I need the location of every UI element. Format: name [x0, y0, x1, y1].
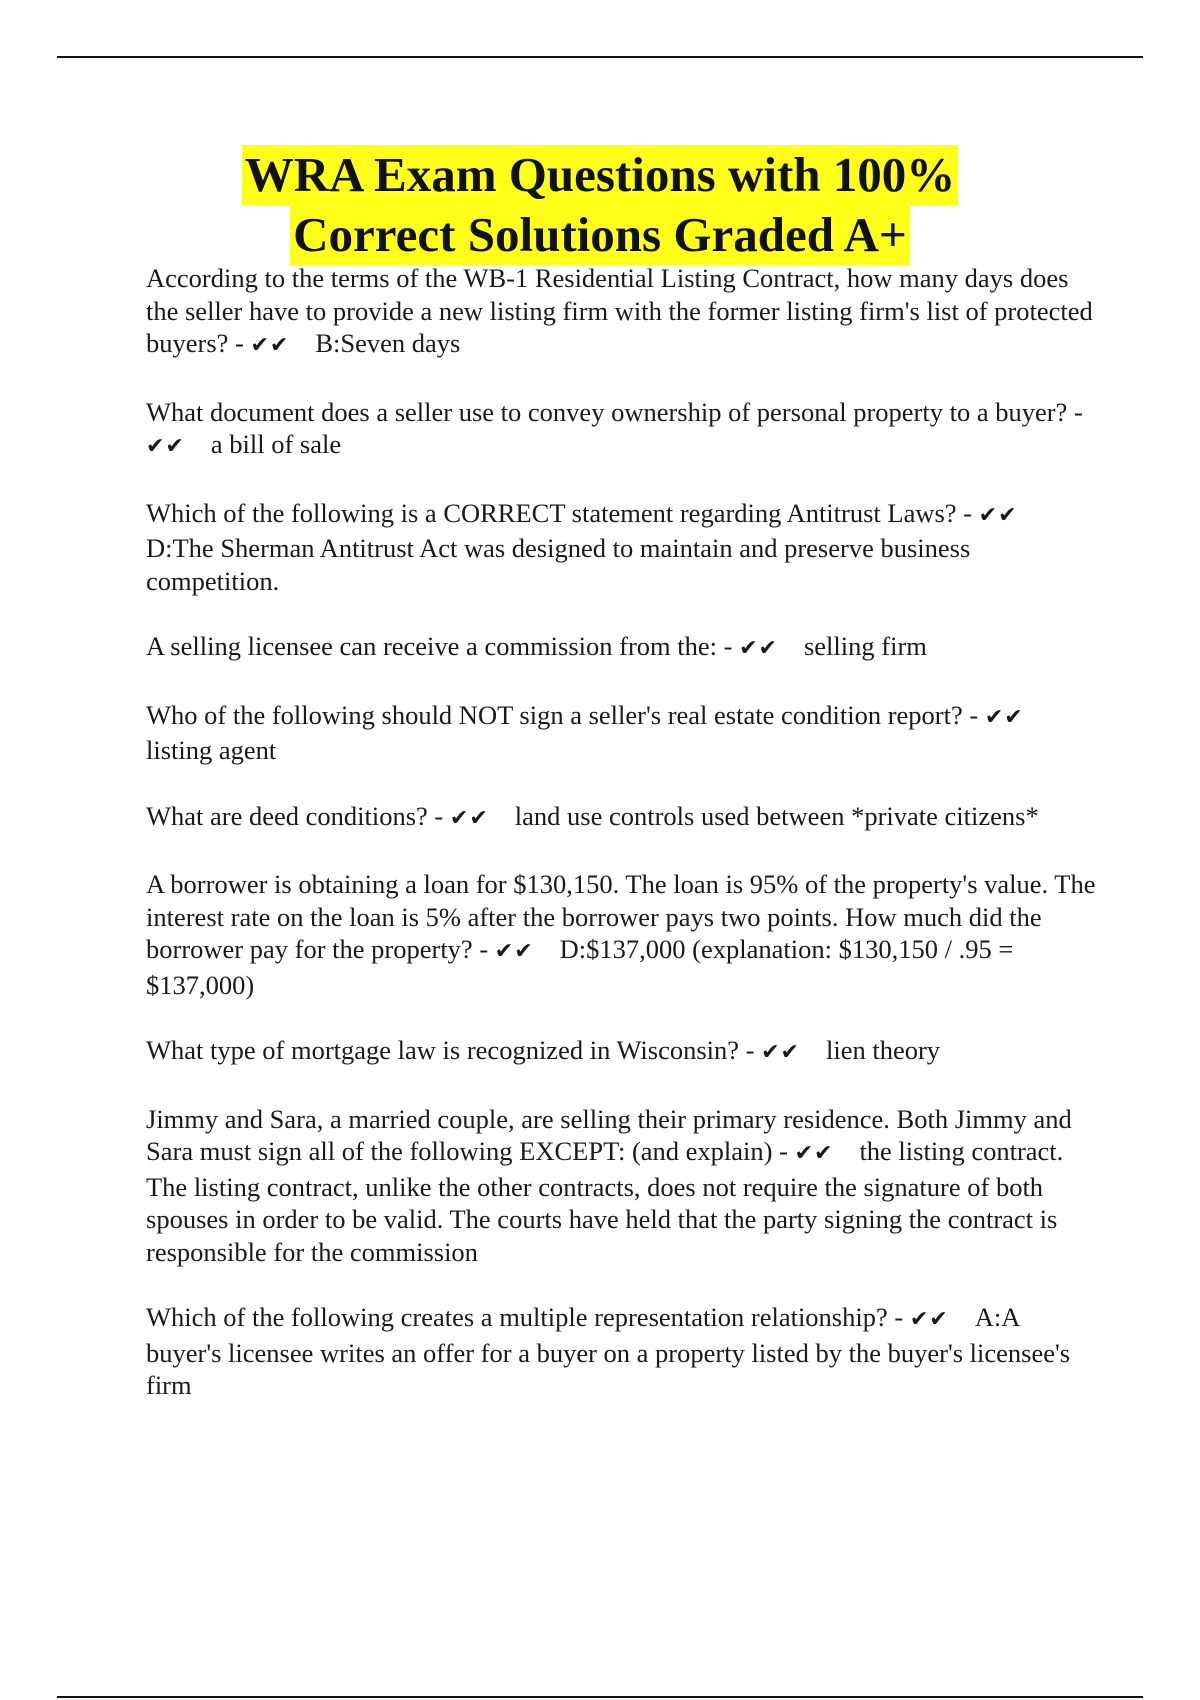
- qa-item: [146, 630, 1096, 666]
- question-text: Which of the following creates a multiple representation relationship? -: [146, 1302, 904, 1332]
- question-text: A borrower is obtaining a loan for $130,150. The loan is 95% of the property's value. The interest rate on the loan is 5% after the borrower pays two points. How much did the borrower pay for the property? -: [146, 869, 1096, 964]
- top-rule: [57, 56, 1143, 58]
- check-icon: ✔✔: [449, 805, 489, 831]
- qa-item: [146, 800, 1096, 836]
- check-icon: ✔✔: [978, 502, 1018, 528]
- title-line-2: Correct Solutions Graded A+: [290, 205, 910, 265]
- check-icon: ✔✔: [794, 1141, 834, 1166]
- check-icon: ✔✔: [761, 1040, 800, 1065]
- question-text: What type of mortgage law is recognized in Wisconsin? -: [146, 1035, 755, 1065]
- question-text: A selling licensee can receive a commission from the: -: [146, 631, 733, 661]
- answer-text: B:Seven days: [315, 328, 461, 358]
- qa-item: [146, 699, 1096, 767]
- qa-item: [146, 497, 1096, 598]
- check-icon: ✔✔: [250, 333, 290, 358]
- answer-text: land use controls used between *private citizens*: [514, 800, 1039, 831]
- answer-text: D:The Sherman Antitrust Act was designed to maintain and preserve business competition.: [146, 533, 971, 596]
- bottom-rule: [57, 1696, 1143, 1698]
- answer-text: lien theory: [826, 1035, 941, 1065]
- question-text: What are deed conditions? -: [146, 800, 444, 831]
- question-text: What document does a seller use to convey ownership of personal property to a buyer? -: [146, 396, 1083, 427]
- check-icon: ✔✔: [146, 434, 185, 459]
- answer-text: selling firm: [803, 631, 927, 661]
- answer-text: a bill of sale: [210, 429, 342, 459]
- document-title: [0, 145, 1200, 265]
- answer-text: listing agent: [146, 735, 277, 765]
- question-text: Jimmy and Sara, a married couple, are selling their primary residence. Both Jimmy and Sara must sign all of the following EXCEPT: (and explain) -: [146, 1103, 1072, 1166]
- qa-list: [146, 262, 1096, 1435]
- check-icon: ✔✔: [984, 704, 1024, 730]
- question-text: Which of the following is a CORRECT statement regarding Antitrust Laws? -: [146, 497, 973, 528]
- question-text: According to the terms of the WB-1 Residential Listing Contract, how many days does the seller have to provide a new listing firm with the former listing firm's list of protected buyers? -: [146, 263, 1093, 358]
- qa-item: [146, 1103, 1096, 1269]
- answer-text: A:A buyer's licensee writes an offer for a buyer on a property listed by the buyer's licensee's firm: [146, 1302, 1071, 1400]
- question-text: Who of the following should NOT sign a seller's real estate condition report? -: [146, 699, 979, 730]
- qa-item: [146, 1301, 1096, 1402]
- qa-item: [146, 868, 1096, 1001]
- qa-item: [146, 262, 1096, 363]
- answer-text: the listing contract. The listing contract, unlike the other contracts, does not require the signature of both spouses in order to be valid. The courts have held that the party signing the contract is responsible for the commission: [146, 1136, 1064, 1267]
- qa-item: [146, 396, 1096, 464]
- check-icon: ✔✔: [909, 1307, 949, 1332]
- check-icon: ✔✔: [739, 636, 778, 661]
- qa-item: [146, 1034, 1096, 1070]
- check-icon: ✔✔: [494, 939, 534, 964]
- answer-text: D:$137,000 (explanation: $130,150 / .95 = $137,000): [146, 934, 1014, 1000]
- title-line-1: WRA Exam Questions with 100%: [242, 145, 959, 205]
